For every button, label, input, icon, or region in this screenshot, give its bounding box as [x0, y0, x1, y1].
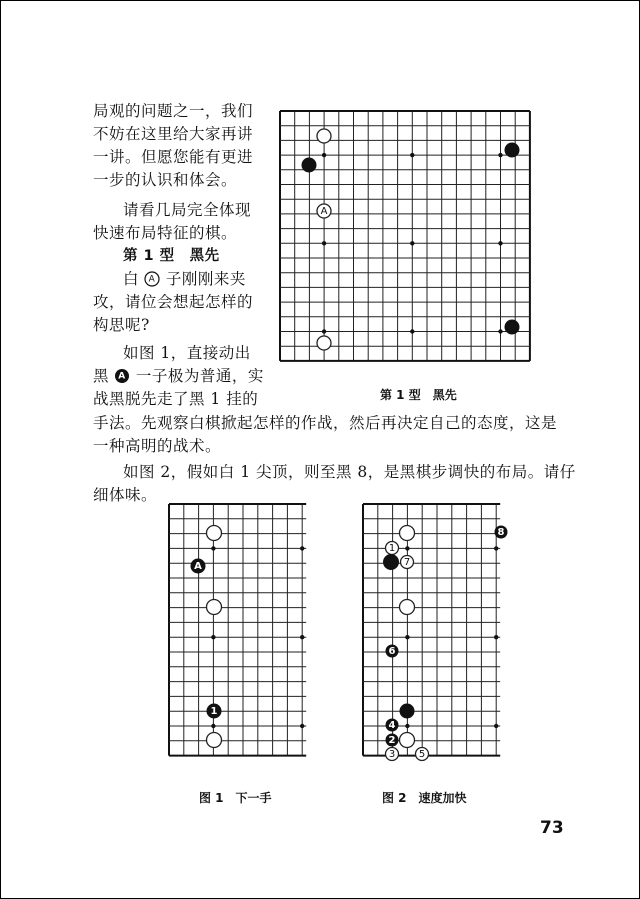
star-point [494, 635, 498, 639]
star-point [405, 635, 409, 639]
move-number: 1 [388, 543, 396, 554]
move-number: 8 [497, 527, 505, 538]
triangle-mark-label: A [118, 371, 127, 382]
text-line: 构思呢? [93, 316, 150, 334]
white-stone [207, 600, 222, 615]
star-point [322, 329, 326, 333]
text-line: 攻，请位会想起怎样的 [93, 293, 254, 311]
star-point [405, 724, 409, 728]
text-line: 一种高明的战术。 [93, 437, 222, 455]
text-line: 局观的问题之一，我们 [93, 102, 254, 120]
black-stone [505, 143, 520, 158]
triangle-mark-label: A [194, 561, 202, 572]
text-line: 不妨在这里给大家再讲 [93, 125, 254, 143]
board-grid [280, 111, 530, 361]
white-stone [400, 526, 415, 541]
star-point [211, 546, 215, 550]
white-triangle-stone-icon [144, 271, 160, 287]
board-grid [363, 504, 500, 756]
black-stone [505, 320, 520, 335]
page-number: 73 [540, 818, 564, 838]
text-line: 一步的认识和体会。 [93, 171, 238, 189]
text-line: 手法。先观察白棋掀起怎样的作战，然后再决定自己的态度，这是 [93, 414, 558, 432]
go-board-fig2 [361, 504, 521, 774]
star-point [410, 153, 414, 157]
caption-fig1: 图 1 下一手 [199, 791, 272, 805]
star-point [300, 724, 304, 728]
star-point [498, 329, 502, 333]
text-fragment: 子刚刚来夹 [165, 270, 246, 288]
go-board-fig1 [167, 504, 327, 774]
text-line: 一讲。但愿您能有更进 [93, 148, 254, 166]
text-fragment: 白 [123, 270, 140, 288]
triangle-mark-label: A [320, 206, 328, 217]
white-stone [400, 733, 415, 748]
star-point [498, 153, 502, 157]
star-point [494, 546, 498, 550]
board-grid [169, 504, 306, 756]
star-point [300, 635, 304, 639]
white-stone [207, 526, 222, 541]
star-point [322, 241, 326, 245]
black-stone [302, 158, 317, 173]
star-point [405, 546, 409, 550]
move-number: 7 [403, 557, 411, 568]
text-line: 快速布局特征的棋。 [93, 224, 238, 242]
caption-fig2: 图 2 速度加快 [382, 791, 467, 805]
star-point [498, 241, 502, 245]
go-board-problem [276, 108, 546, 378]
star-point [410, 329, 414, 333]
star-point [300, 546, 304, 550]
star-point [211, 635, 215, 639]
white-stone [317, 336, 331, 350]
text-line: 如图 1，直接动出 [123, 344, 251, 362]
star-point [211, 724, 215, 728]
black-triangle-stone-icon [114, 368, 130, 384]
black-stone [400, 704, 415, 719]
move-number: 1 [210, 706, 218, 717]
white-stone [317, 129, 331, 143]
text-fragment: 一子极为普通，实 [135, 367, 264, 385]
text-line-with-mark [93, 366, 264, 386]
move-number: 6 [388, 646, 396, 657]
star-point [322, 153, 326, 157]
star-point [410, 241, 414, 245]
white-stone [207, 733, 222, 748]
problem-heading: 第 1 型 黑先 [123, 248, 220, 264]
move-number: 5 [418, 749, 426, 760]
white-stone [400, 600, 415, 615]
star-point [494, 724, 498, 728]
text-line: 请看几局完全体现 [123, 201, 252, 219]
triangle-mark-label: A [149, 274, 156, 285]
text-line: 细体味。 [93, 486, 158, 504]
text-fragment: 黑 [93, 367, 110, 385]
move-number: 3 [388, 749, 396, 760]
move-number: 4 [388, 720, 396, 731]
caption-problem: 第 1 型 黑先 [380, 388, 457, 402]
text-line-with-mark [123, 269, 246, 289]
text-line: 如图 2，假如白 1 尖顶，则至黑 8，是黑棋步调快的布局。请仔 [123, 463, 576, 481]
black-stone [383, 554, 399, 570]
text-line: 战黑脱先走了黑 1 挂的 [93, 390, 259, 408]
move-number: 2 [388, 735, 396, 746]
